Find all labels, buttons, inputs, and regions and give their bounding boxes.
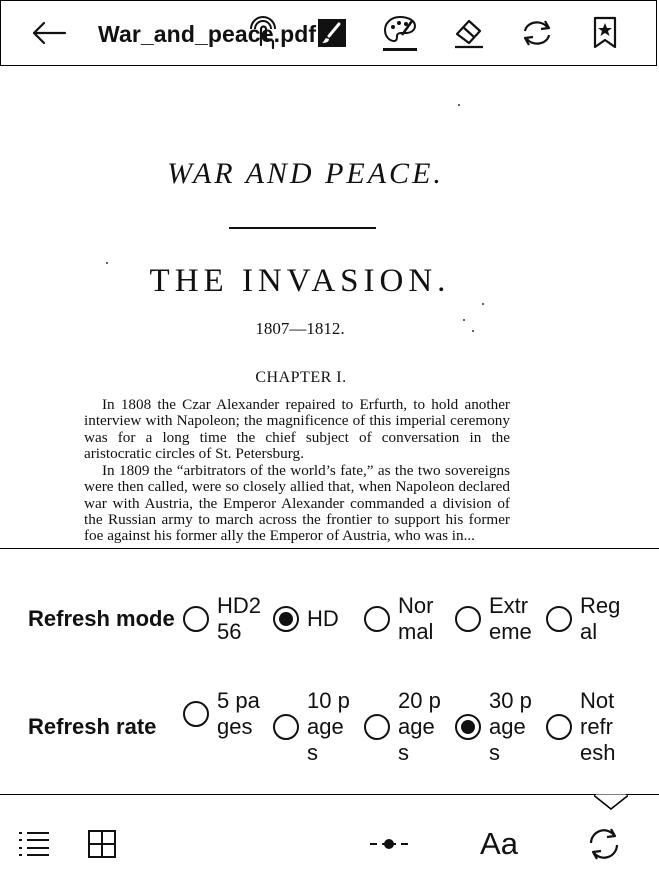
refresh-mode-option-extreme[interactable] xyxy=(455,593,533,645)
chapter-heading: CHAPTER I. xyxy=(255,369,347,386)
panel-pointer xyxy=(594,786,628,810)
refresh-rate-option-30-pages[interactable] xyxy=(455,688,533,766)
radio-button-selected[interactable] xyxy=(273,606,299,632)
refresh-rate-option-10-pages[interactable] xyxy=(273,688,351,766)
document-title: War_and_peace.pdf xyxy=(98,21,317,47)
speck xyxy=(458,104,460,106)
grid-icon[interactable] xyxy=(87,820,117,868)
sync-icon[interactable] xyxy=(519,15,555,51)
speck xyxy=(482,303,484,305)
radio-button[interactable] xyxy=(364,606,390,632)
refresh-mode-option-normal[interactable] xyxy=(364,593,442,645)
refresh-settings-panel xyxy=(0,549,659,795)
refresh-rate-option-5-pages[interactable] xyxy=(183,688,261,740)
palette-icon[interactable] xyxy=(382,15,418,51)
option-label: Regal xyxy=(580,593,621,644)
radio-button[interactable] xyxy=(546,606,572,632)
bottom-bar-border xyxy=(0,794,659,795)
paragraph-2: In 1809 the “arbitrators of the world’s fate,” as the two sovereigns were then called, were so closely allied that, when Napoleon declared war with Austria, the Emperor Alexander commanded a division of the Russian army to march across the frontier to support his former foe against his former ally the Emperor of Austria, who was in... xyxy=(84,462,510,545)
refresh-mode-option-hd[interactable] xyxy=(273,606,351,632)
refresh-rate-label: Refresh rate xyxy=(28,714,157,739)
option-label: 20 pages xyxy=(398,688,441,765)
font-icon[interactable]: Aa xyxy=(480,826,518,861)
radio-button[interactable] xyxy=(455,606,481,632)
refresh-icon[interactable] xyxy=(586,820,622,868)
option-label: 10 pages xyxy=(307,688,350,765)
toc-icon[interactable] xyxy=(17,820,51,868)
slider-icon[interactable] xyxy=(369,820,409,868)
option-label: Normal xyxy=(398,593,434,644)
pen-icon[interactable] xyxy=(314,15,350,51)
document-page[interactable] xyxy=(0,67,659,549)
option-label: HD xyxy=(307,606,339,631)
top-toolbar xyxy=(0,0,657,66)
touch-icon[interactable] xyxy=(245,15,281,51)
option-label: 30 pages xyxy=(489,688,532,765)
speck xyxy=(472,330,474,332)
option-label: 5 pages xyxy=(217,688,260,739)
refresh-mode-option-regal[interactable] xyxy=(546,593,624,645)
refresh-mode-label: Refresh mode xyxy=(28,606,175,631)
refresh-rate-option-20-pages[interactable] xyxy=(364,688,442,766)
book-title: WAR AND PEACE. xyxy=(167,157,444,190)
part-title: THE INVASION. xyxy=(149,263,451,299)
title-rule xyxy=(229,227,376,229)
option-label: HD256 xyxy=(217,593,262,644)
radio-button[interactable] xyxy=(183,606,209,632)
radio-button[interactable] xyxy=(546,714,572,740)
speck xyxy=(463,319,465,321)
refresh-mode-option-hd256[interactable] xyxy=(183,593,261,645)
radio-button-selected[interactable] xyxy=(455,714,481,740)
bookmark-icon[interactable] xyxy=(587,15,623,51)
radio-button[interactable] xyxy=(183,701,209,727)
speck xyxy=(106,262,108,264)
radio-button[interactable] xyxy=(273,714,299,740)
back-arrow-icon[interactable] xyxy=(31,15,67,51)
refresh-rate-option-not-refresh[interactable] xyxy=(546,688,624,766)
eraser-icon[interactable] xyxy=(451,15,487,51)
paragraph-1: In 1808 the Czar Alexander repaired to Erfurth, to hold another interview with Napoleon; the magnificence of this imperial ceremony was for a long time the chief subject of conversation in the aristocratic circles of St. Petersburg. xyxy=(84,396,510,462)
option-label: Extreme xyxy=(489,593,532,644)
radio-button[interactable] xyxy=(364,714,390,740)
years: 1807—1812. xyxy=(255,319,345,338)
option-label: Not refresh xyxy=(580,688,616,765)
